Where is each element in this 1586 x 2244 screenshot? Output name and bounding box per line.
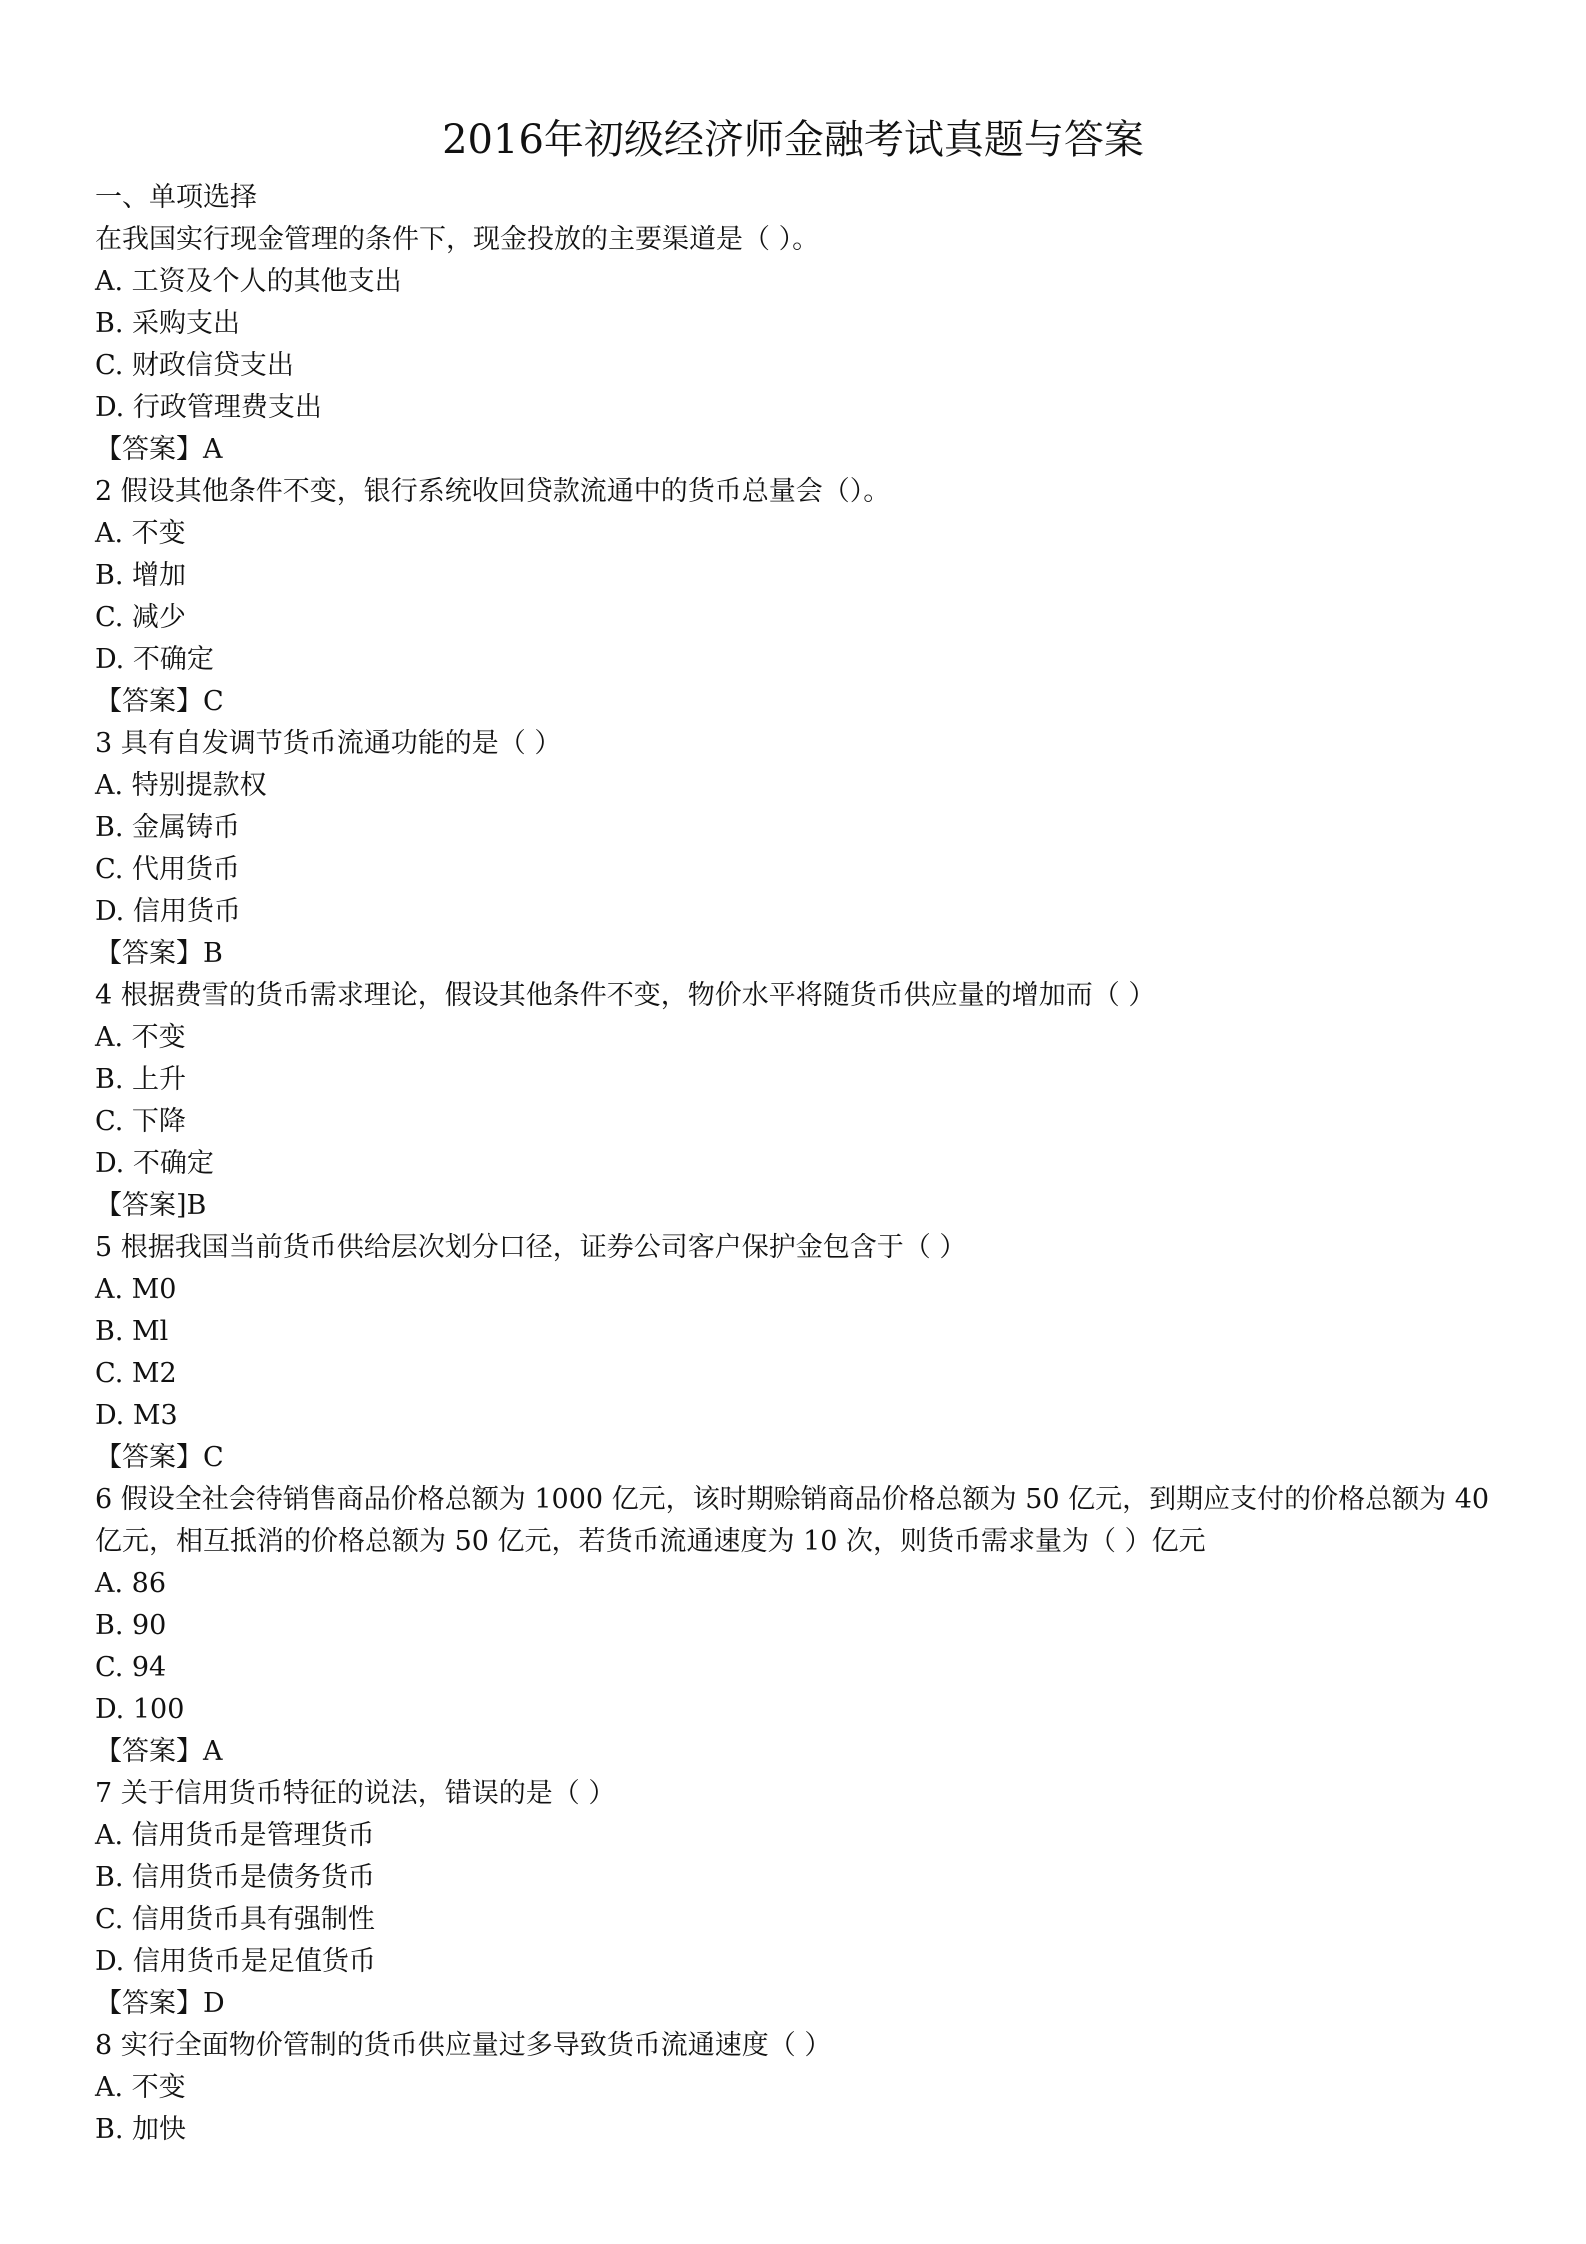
answer: 【答案]B (95, 1190, 207, 1221)
option-b: B. 金属铸币 (95, 812, 241, 843)
option-a: A. 工资及个人的其他支出 (95, 266, 402, 297)
option-b: B. Ml (95, 1316, 169, 1347)
option-c: C. M2 (95, 1358, 177, 1389)
option-d: D. 不确定 (95, 644, 214, 675)
option-d: D. 100 (95, 1694, 185, 1725)
option-a: A. 特别提款权 (95, 770, 267, 801)
answer: 【答案】C (95, 1442, 224, 1473)
option-c: C. 财政信贷支出 (95, 350, 294, 381)
question-stem: 8 实行全面物价管制的货币供应量过多导致货币流通速度（ ） (95, 2030, 832, 2061)
option-b: B. 采购支出 (95, 308, 241, 339)
option-a: A. 86 (95, 1568, 167, 1599)
question-stem: 3 具有自发调节货币流通功能的是（ ） (95, 728, 562, 759)
option-a: A. 不变 (95, 518, 186, 549)
question-stem: 2 假设其他条件不变，银行系统收回贷款流通中的货币总量会（）。 (95, 476, 891, 507)
question-stem: 6 假设全社会待销售商品价格总额为 1000 亿元，该时期赊销商品价格总额为 50 亿元，到期应支付的价格总额为 40 亿元，相互抵消的价格总额为 50 亿元，若货币流通速度为 10 次，则货币需求量为（ ）亿元 (95, 1484, 1490, 1557)
question-stem: 在我国实行现金管理的条件下，现金投放的主要渠道是（ ）。 (95, 224, 820, 255)
option-c: C. 信用货币具有强制性 (95, 1904, 375, 1935)
option-a: A. 不变 (95, 1022, 186, 1053)
option-d: D. 信用货币 (95, 896, 241, 927)
option-c: C. 减少 (95, 602, 186, 633)
question-5 (95, 1227, 1515, 1479)
option-b: B. 增加 (95, 560, 187, 591)
document-body (95, 177, 1515, 2151)
question-4 (95, 975, 1515, 1227)
option-b: B. 90 (95, 1610, 167, 1641)
answer: 【答案】B (95, 938, 223, 969)
answer: 【答案】A (95, 434, 223, 465)
question-7 (95, 1773, 1515, 2025)
question-stem: 5 根据我国当前货币供给层次划分口径，证券公司客户保护金包含于（ ） (95, 1232, 967, 1263)
question-stem: 4 根据费雪的货币需求理论，假设其他条件不变，物价水平将随货币供应量的增加而（ ） (95, 980, 1156, 1011)
option-c: C. 下降 (95, 1106, 186, 1137)
answer: 【答案】C (95, 686, 224, 717)
question-stem: 7 关于信用货币特征的说法，错误的是（ ） (95, 1778, 616, 1809)
option-c: C. 代用货币 (95, 854, 240, 885)
question-6 (95, 1479, 1515, 1773)
question-2 (95, 471, 1515, 723)
option-d: D. M3 (95, 1400, 178, 1431)
answer: 【答案】A (95, 1736, 223, 1767)
section-heading: 一、单项选择 (95, 182, 257, 213)
option-d: D. 信用货币是足值货币 (95, 1946, 376, 1977)
question-3 (95, 723, 1515, 975)
document-title: 2016年初级经济师金融考试真题与答案 (442, 117, 1144, 163)
option-a: A. 不变 (95, 2072, 186, 2103)
answer: 【答案】D (95, 1988, 225, 2019)
option-c: C. 94 (95, 1652, 167, 1683)
question-8 (95, 2025, 1515, 2151)
option-d: D. 不确定 (95, 1148, 214, 1179)
option-d: D. 行政管理费支出 (95, 392, 322, 423)
option-a: A. M0 (95, 1274, 177, 1305)
option-b: B. 加快 (95, 2114, 187, 2145)
option-b: B. 上升 (95, 1064, 187, 1095)
option-b: B. 信用货币是债务货币 (95, 1862, 376, 1893)
option-a: A. 信用货币是管理货币 (95, 1820, 375, 1851)
question-1 (95, 219, 1515, 471)
